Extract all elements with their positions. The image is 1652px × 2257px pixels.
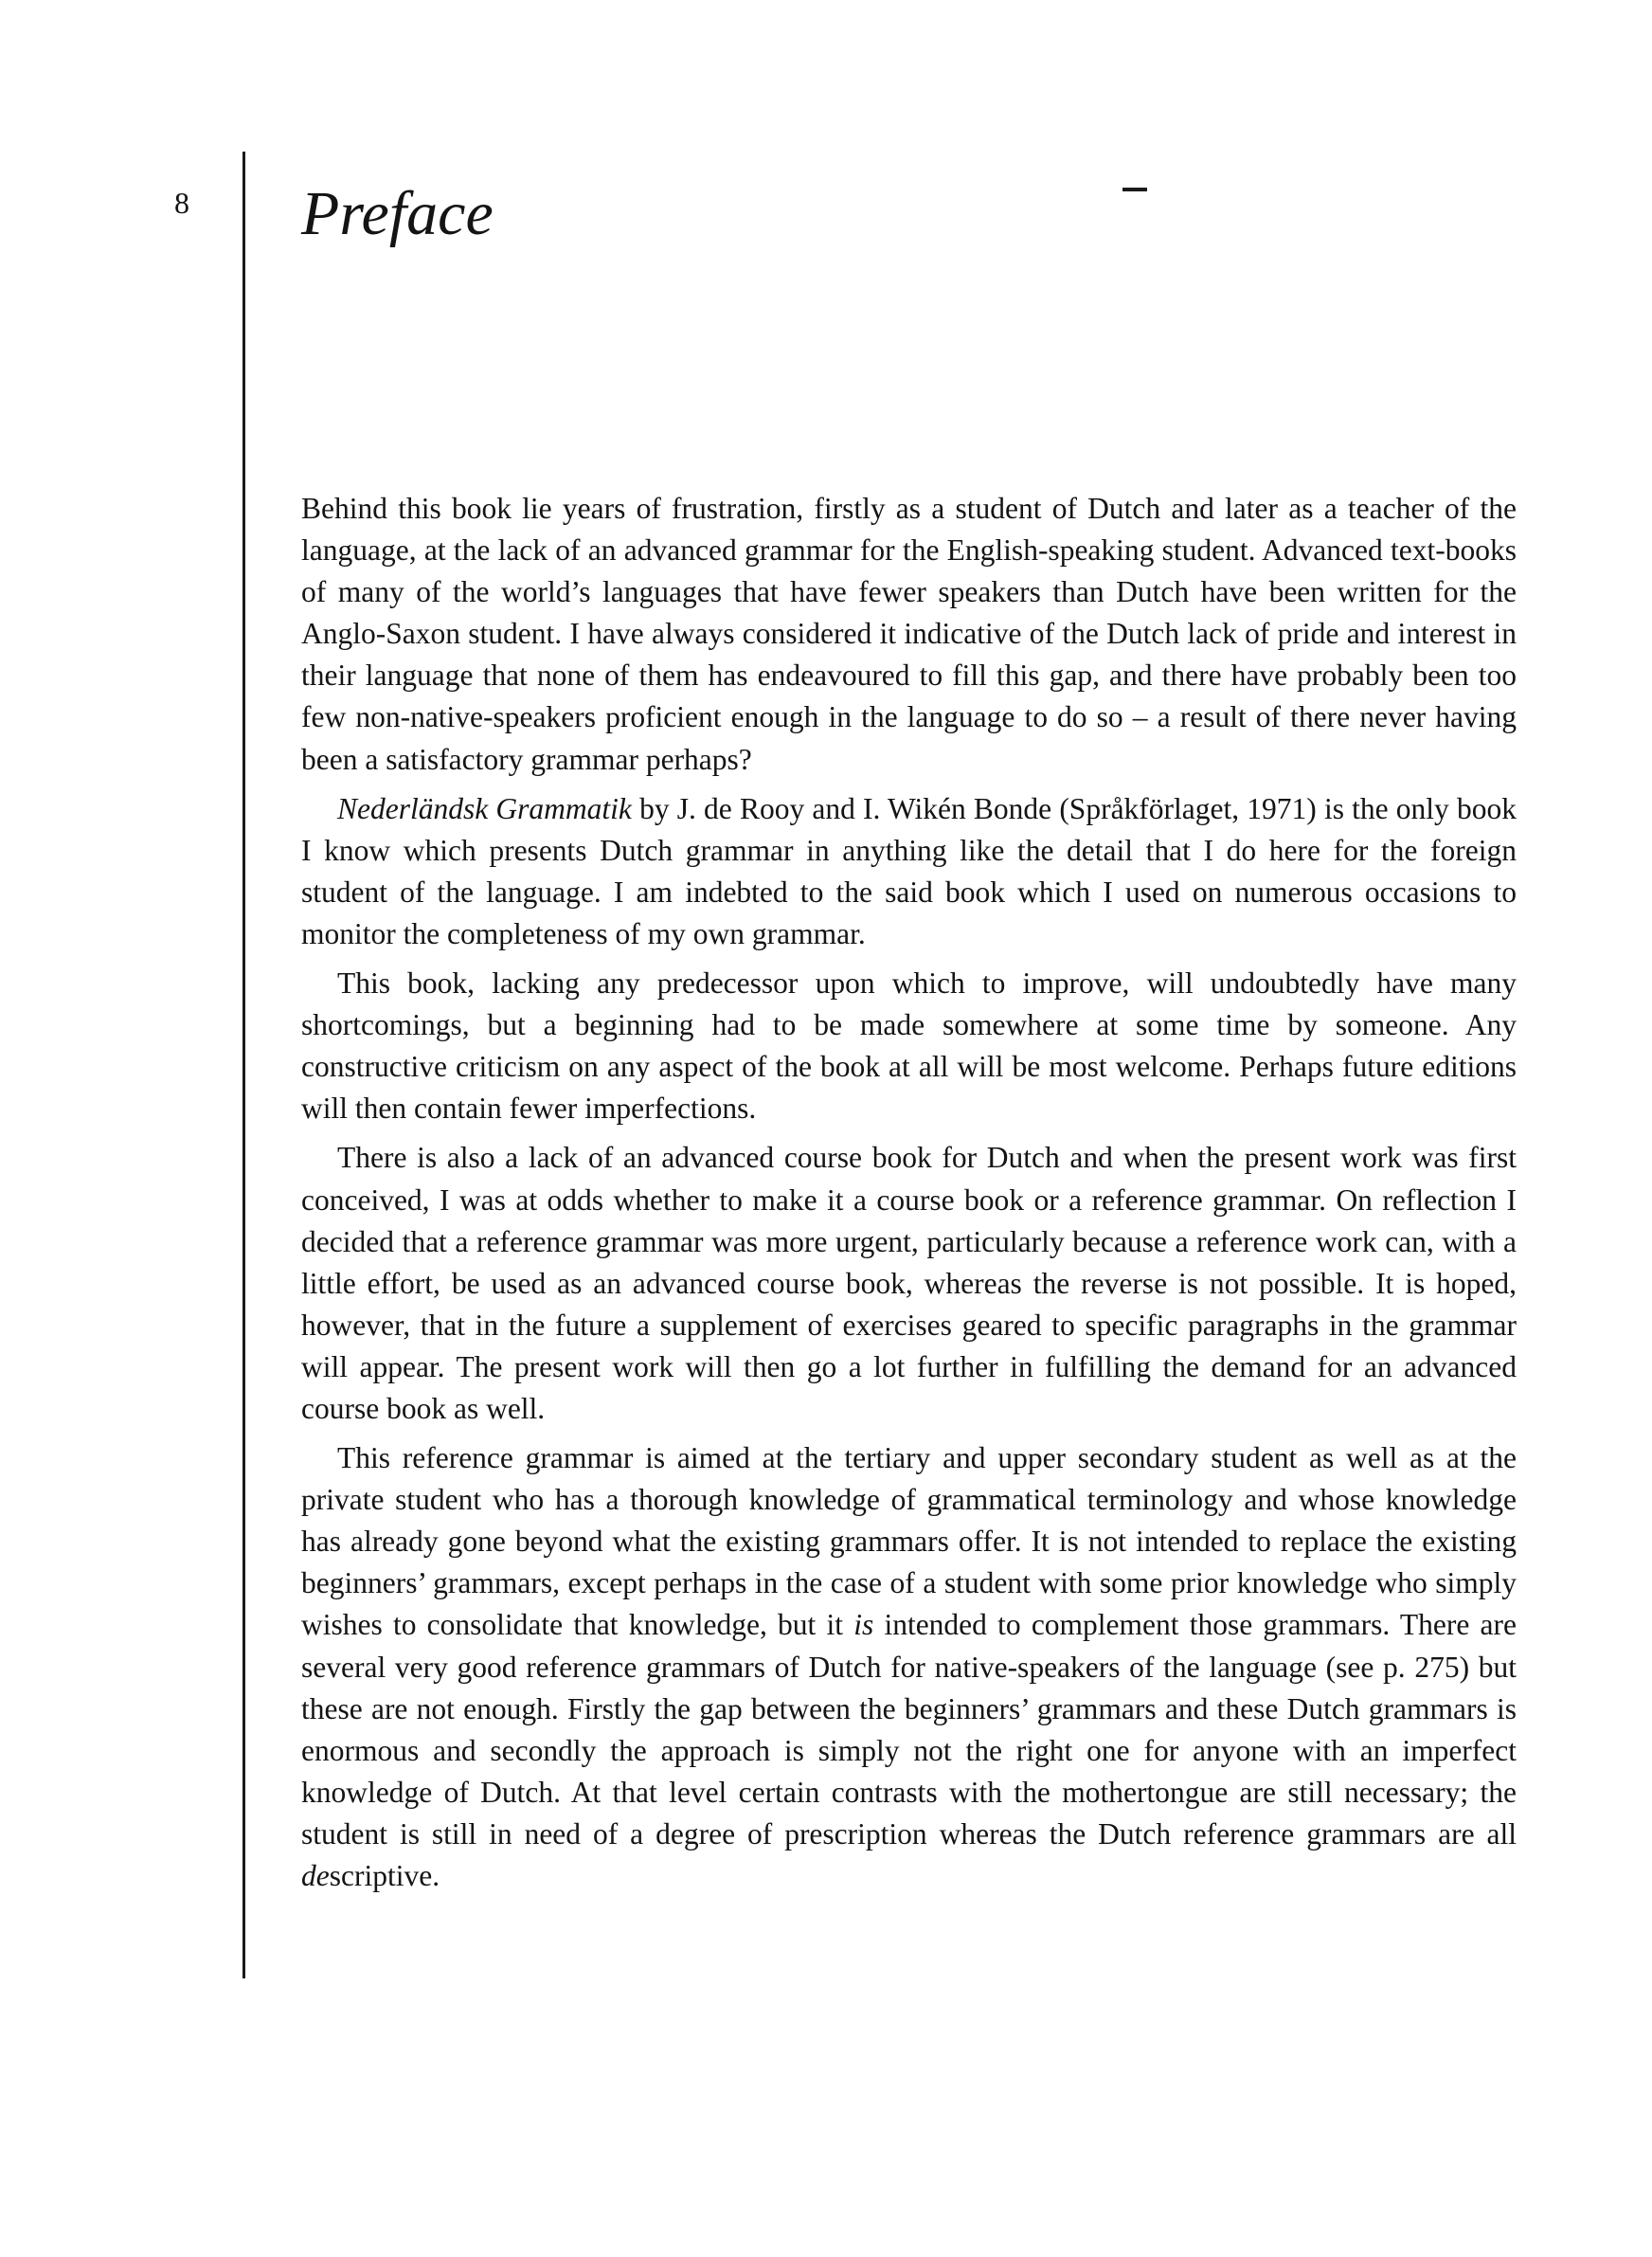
paragraph-1 [301, 488, 1517, 781]
page-number: 8 [174, 186, 189, 220]
paragraph-5 [301, 1437, 1517, 1897]
margin-rule [242, 152, 245, 1978]
paragraph-5-text-b: intended to complement those grammars. There are several very good reference grammars of Dutch for native-speakers of the language (see p. 275) but these are not enough. Firstly the gap between the beginners’ grammars and these Dutch grammars is enormous and secondly the approach is simply not the right one for anyone with an imperfect knowledge of Dutch. At that level certain contrasts with the mothertongue are still necessary; the student is still in need of a degree of prescription whereas the Dutch reference grammars are all [301, 1608, 1517, 1851]
paragraph-4 [301, 1137, 1517, 1430]
paragraph-2 [301, 788, 1517, 955]
paragraph-1-text: Behind this book lie years of frustration, firstly as a student of Dutch and later as a teacher of the language, at the lack of an advanced grammar for the English-speaking student. Advanced text-books of many of the world’s languages that have fewer speakers than Dutch have been written for the Anglo-Saxon student. I have always considered it indicative of the Dutch lack of pride and interest in their language that none of them has endeavoured to fill this gap, and there have probably been too few non-native-speakers proficient enough in the language to do so – a result of there never having been a satisfactory grammar perhaps? [301, 492, 1517, 776]
emphasis-is: is [853, 1608, 874, 1642]
paragraph-5-text-c: scriptive. [329, 1859, 440, 1892]
book-title-italic: Nederländsk Grammatik [337, 791, 632, 825]
print-mark [1122, 188, 1147, 191]
emphasis-de: de [301, 1859, 330, 1892]
paragraph-4-text: There is also a lack of an advanced course book for Dutch and when the present work was first conceived, I was at odds whether to make it a course book or a reference grammar. On reflection I decided that a reference grammar was more urgent, particularly because a reference work can, with a little effort, be used as an advanced course book, whereas the reverse is not possible. It is hoped, however, that in the future a supplement of exercises geared to specific paragraphs in the grammar will appear. The present work will then go a lot further in fulfilling the demand for an advanced course book as well. [301, 1141, 1517, 1425]
page-title: Preface [301, 179, 494, 248]
paragraph-3 [301, 963, 1517, 1129]
body-text [301, 488, 1517, 1905]
paragraph-2-text: by J. de Rooy and I. Wikén Bonde (Språkförlaget, 1971) is the only book I know which presents Dutch grammar in anything like the detail that I do here for the foreign student of the language. I am indebted to the said book which I used on numerous occasions to monitor the completeness of my own grammar. [301, 791, 1517, 950]
paragraph-5-text-a: This reference grammar is aimed at the tertiary and upper secondary student as well as at the private student who has a thorough knowledge of grammatical terminology and whose knowledge has already gone beyond what the existing grammars offer. It is not intended to replace the existing beginners’ grammars, except perhaps in the case of a student with some prior knowledge who simply wishes to consolidate that knowledge, but it [301, 1441, 1517, 1642]
paragraph-3-text: This book, lacking any predecessor upon which to improve, will undoubtedly have many shortcomings, but a beginning had to be made somewhere at some time by someone. Any constructive criticism on any aspect of the book at all will be most welcome. Perhaps future editions will then contain fewer imperfections. [301, 966, 1517, 1126]
